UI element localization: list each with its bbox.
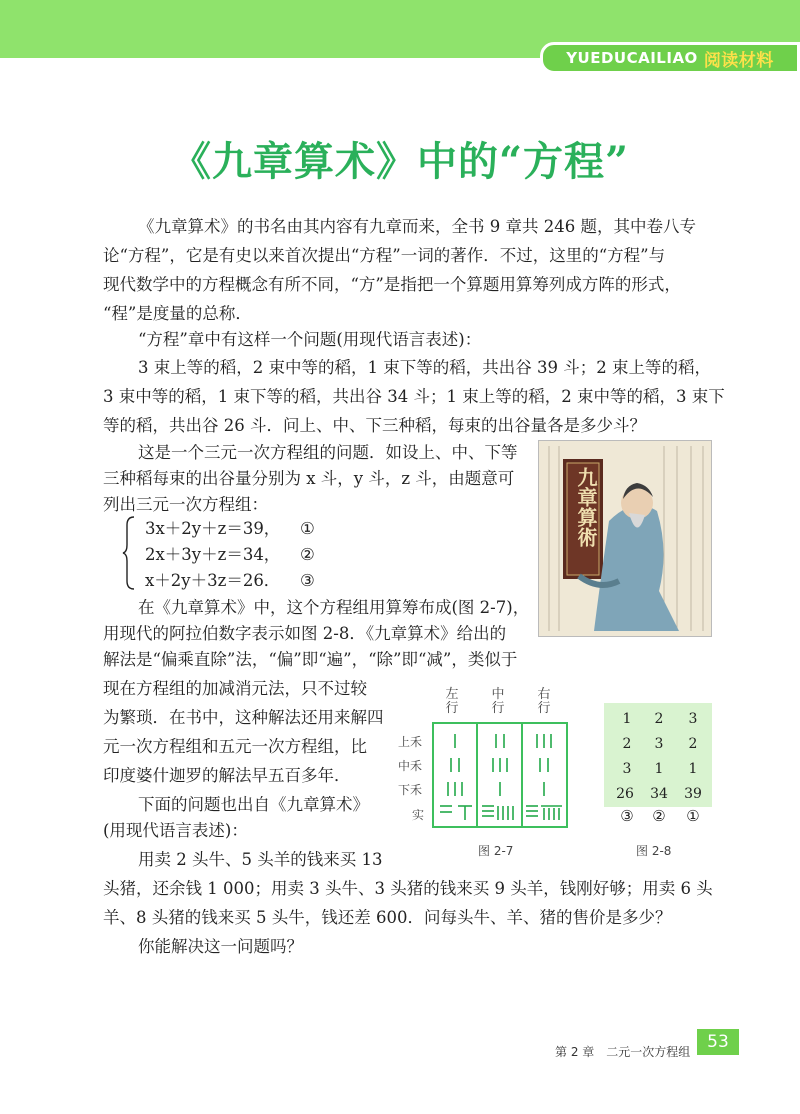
page-number: 53 [697,1029,739,1055]
fig28-cell-r1c3: 3 [688,711,698,727]
para5-line3: 解法是“偏乘直除”法，“偏”即“遍”，“除”即“减”，类似于 [103,650,518,669]
tab-chinese: 阅读材料 [703,50,774,71]
fig27-col-left: 左行 [445,687,459,716]
book-title-text: 九章算術 [574,467,598,547]
fig28-cell-r2c3: 2 [688,736,698,752]
equation-3: x＋2y＋3z＝26． [145,571,281,590]
fig28-cell-r4c1: 26 [616,786,634,802]
para5-line2: 用现代的阿拉伯数字表示如图 2-8．《九章算术》给出的 [103,624,507,643]
equation-2-number: ② [300,545,315,564]
para6-line2: (用现代语言表述)： [103,821,248,840]
fig27-col-middle: 中行 [491,687,505,716]
reading-material-tab [540,42,800,74]
para5-line5: 为繁琐．在书中，这种解法还用来解四 [103,708,384,727]
fig28-caption: 图 2-8 [636,844,672,858]
fig27-row-total: 实 [412,808,425,822]
fig27-rod-grid [432,722,568,828]
para6-line5: 羊、8 头猪的钱来买 5 头牛，钱还差 600．问每头牛、羊、猪的售价是多少？ [103,908,672,927]
para3-line1: 3 束上等的稻，2 束中等的稻，1 束下等的稻，共出谷 39 斗；2 束上等的稻， [138,358,711,377]
para5-line6: 元一次方程组和五元一次方程组，比 [103,737,367,756]
para6-line3: 用卖 2 头牛、5 头羊的钱来买 13 [138,850,383,869]
para4-line1: 这是一个三元一次方程组的问题．如设上、中、下等 [138,443,518,462]
equation-1: 3x＋2y＋z＝39， [145,519,281,538]
fig28-label-2: ② [652,807,666,825]
para1-line1: 《九章算术》的书名由其内容有九章而来，全书 9 章共 246 题，其中卷八专 [138,217,696,236]
fig28-cell-r1c1: 1 [622,711,632,727]
fig28-cell-r3c1: 3 [622,761,632,777]
para4-line3: 列出三元一次方程组： [103,495,268,514]
para2: “方程”章中有这样一个问题(用现代语言表述)： [138,330,482,349]
para5-line1: 在《九章算术》中，这个方程组用算筹布成(图 2-7)， [138,598,530,617]
para3-line3: 等的稻，共出谷 26 斗．问上、中、下三种稻，每束的出谷量各是多少斗？ [103,416,646,435]
liu-hui-illustration [538,440,712,637]
para1-line3: 现代数学中的方程概念有所不同，“方”是指把一个算题用算筹列成方阵的形式， [103,275,681,294]
para6-line4: 头猪，还余钱 1 000；用卖 3 头牛、3 头猪的钱来买 9 头羊，钱刚好够；用卖 6 头 [103,879,713,898]
equation-1-number: ① [300,519,315,538]
fig27-caption: 图 2-7 [478,844,514,858]
fig28-cell-r4c2: 34 [650,786,668,802]
fig28-cell-r3c3: 1 [688,761,698,777]
para6-line6: 你能解决这一问题吗？ [138,937,303,956]
para1-line4: “程”是度量的总称． [103,304,252,323]
page-title: 《九章算术》中的“方程” [170,138,629,185]
fig28-table [604,703,712,807]
fig28-cell-r1c2: 2 [654,711,664,727]
equation-3-number: ③ [300,571,315,590]
fig28-label-3: ③ [620,807,634,825]
fig28-cell-r3c2: 1 [654,761,664,777]
para5-line4: 现在方程组的加减消元法，只不过较 [103,679,367,698]
fig27-row-upper: 上禾 [398,735,423,749]
fig28-cell-r2c2: 3 [654,736,664,752]
para1-line2: 论“方程”，它是有史以来首次提出“方程”一词的著作．不过，这里的“方程”与 [103,246,666,265]
fig27-col-right: 右行 [537,687,551,716]
para3-line2: 3 束中等的稻，1 束下等的稻，共出谷 34 斗；1 束上等的稻，2 束中等的稻，3 束下 [103,387,725,406]
fig27-row-middle: 中禾 [398,759,423,773]
fig28-cell-r2c1: 2 [622,736,632,752]
fig28-cell-r4c3: 39 [684,786,702,802]
equation-2: 2x＋3y＋z＝34， [145,545,281,564]
para5-line7: 印度婆什迦罗的解法早五百多年． [103,766,351,785]
para4-line2: 三种稻每束的出谷量分别为 x 斗，y 斗，z 斗，由题意可 [103,469,515,488]
tab-latin: YUEDUCAILIAO [566,49,698,67]
para6-line1: 下面的问题也出自《九章算术》 [138,795,369,814]
fig28-label-1: ① [686,807,700,825]
illustration-drawing [539,441,712,637]
counting-rods [434,724,566,826]
chapter-footer: 第 2 章 二元一次方程组 [555,1045,691,1059]
fig27-row-lower: 下禾 [398,783,423,797]
equation-brace [122,515,136,591]
